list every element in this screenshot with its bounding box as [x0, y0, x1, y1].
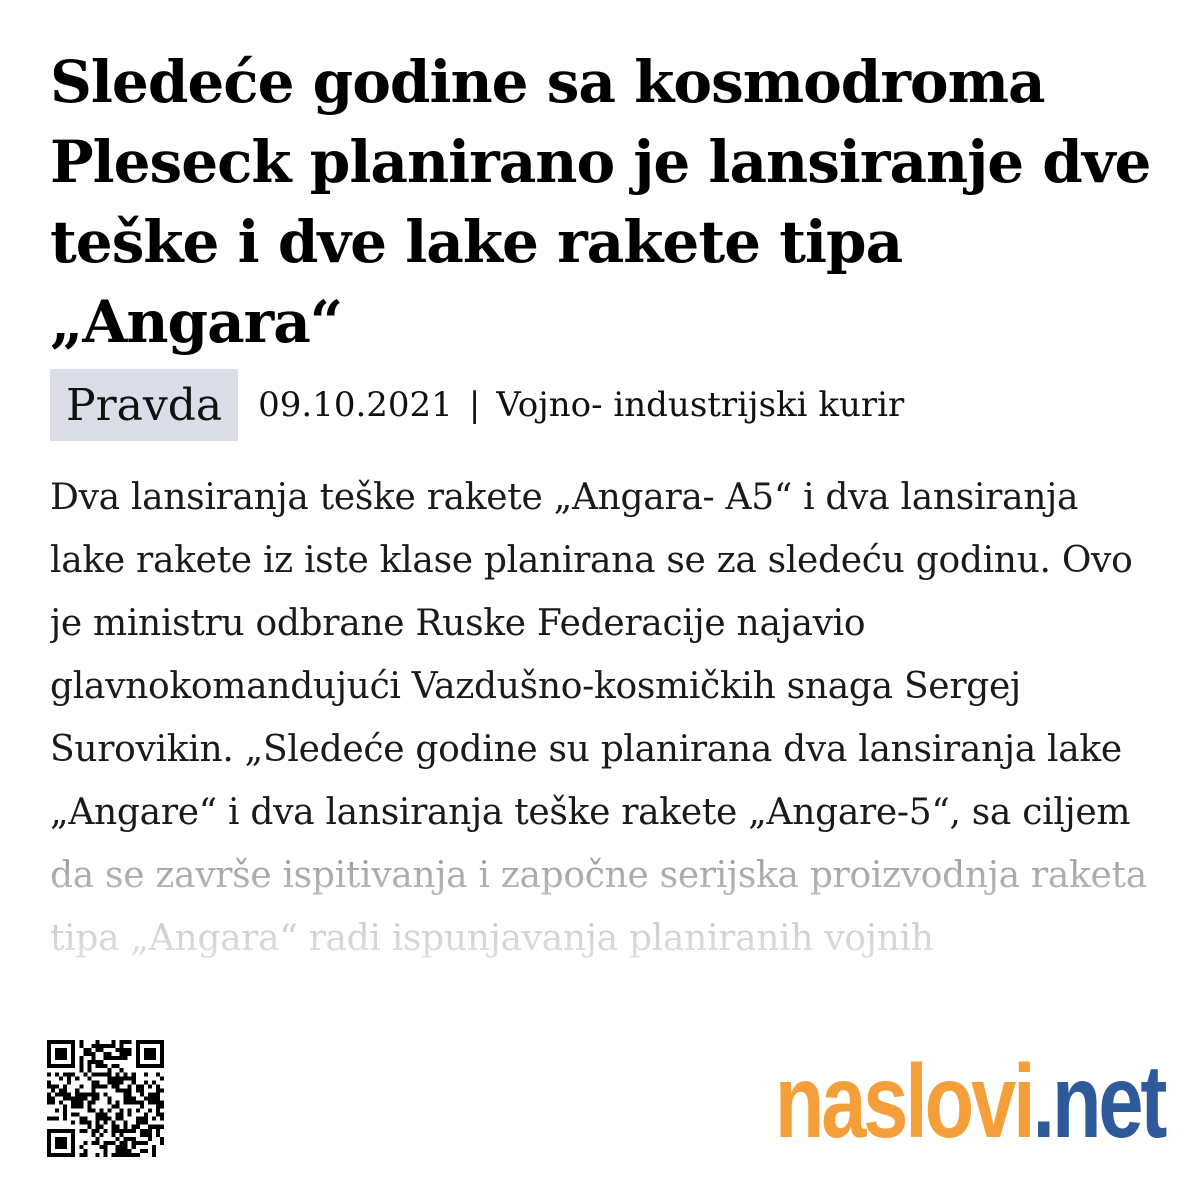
logo-text-main: naslovi [774, 1044, 1033, 1160]
article-meta [50, 369, 904, 441]
qr-code-icon[interactable] [47, 1040, 164, 1157]
article-title: Sledeće godine sa kosmodroma Pleseck planirano je lansiranje dve teške i dve lake rakete tipa „Angara“ [50, 48, 1151, 356]
article-date: 09.10.2021 [258, 385, 453, 425]
naslovi-logo[interactable] [774, 1044, 1164, 1160]
body-fade-overlay [50, 836, 1160, 1018]
source-badge[interactable]: Pravda [50, 369, 238, 441]
logo-text-domain: .net [1032, 1044, 1164, 1160]
article-body-container [50, 466, 1160, 1018]
article-category: Vojno- industrijski kurir [496, 385, 905, 425]
meta-separator: | [468, 385, 481, 425]
meta-line [258, 385, 904, 425]
article-body: Dva lansiranja teške rakete „Angara- A5“ i dva lansiranja lake rakete iz iste klase planirana se za sledeću godinu. Ovo je ministru odbrane Ruske Federacije najavio glavnokomandujući Vazdušno-kosmičkih snaga Sergej Surovikin. „Sledeće godine su planirana dva lansiranja lake „Angare“ i dva lansiranja teške rakete „Angare-5“, sa ciljem [50, 477, 1133, 833]
